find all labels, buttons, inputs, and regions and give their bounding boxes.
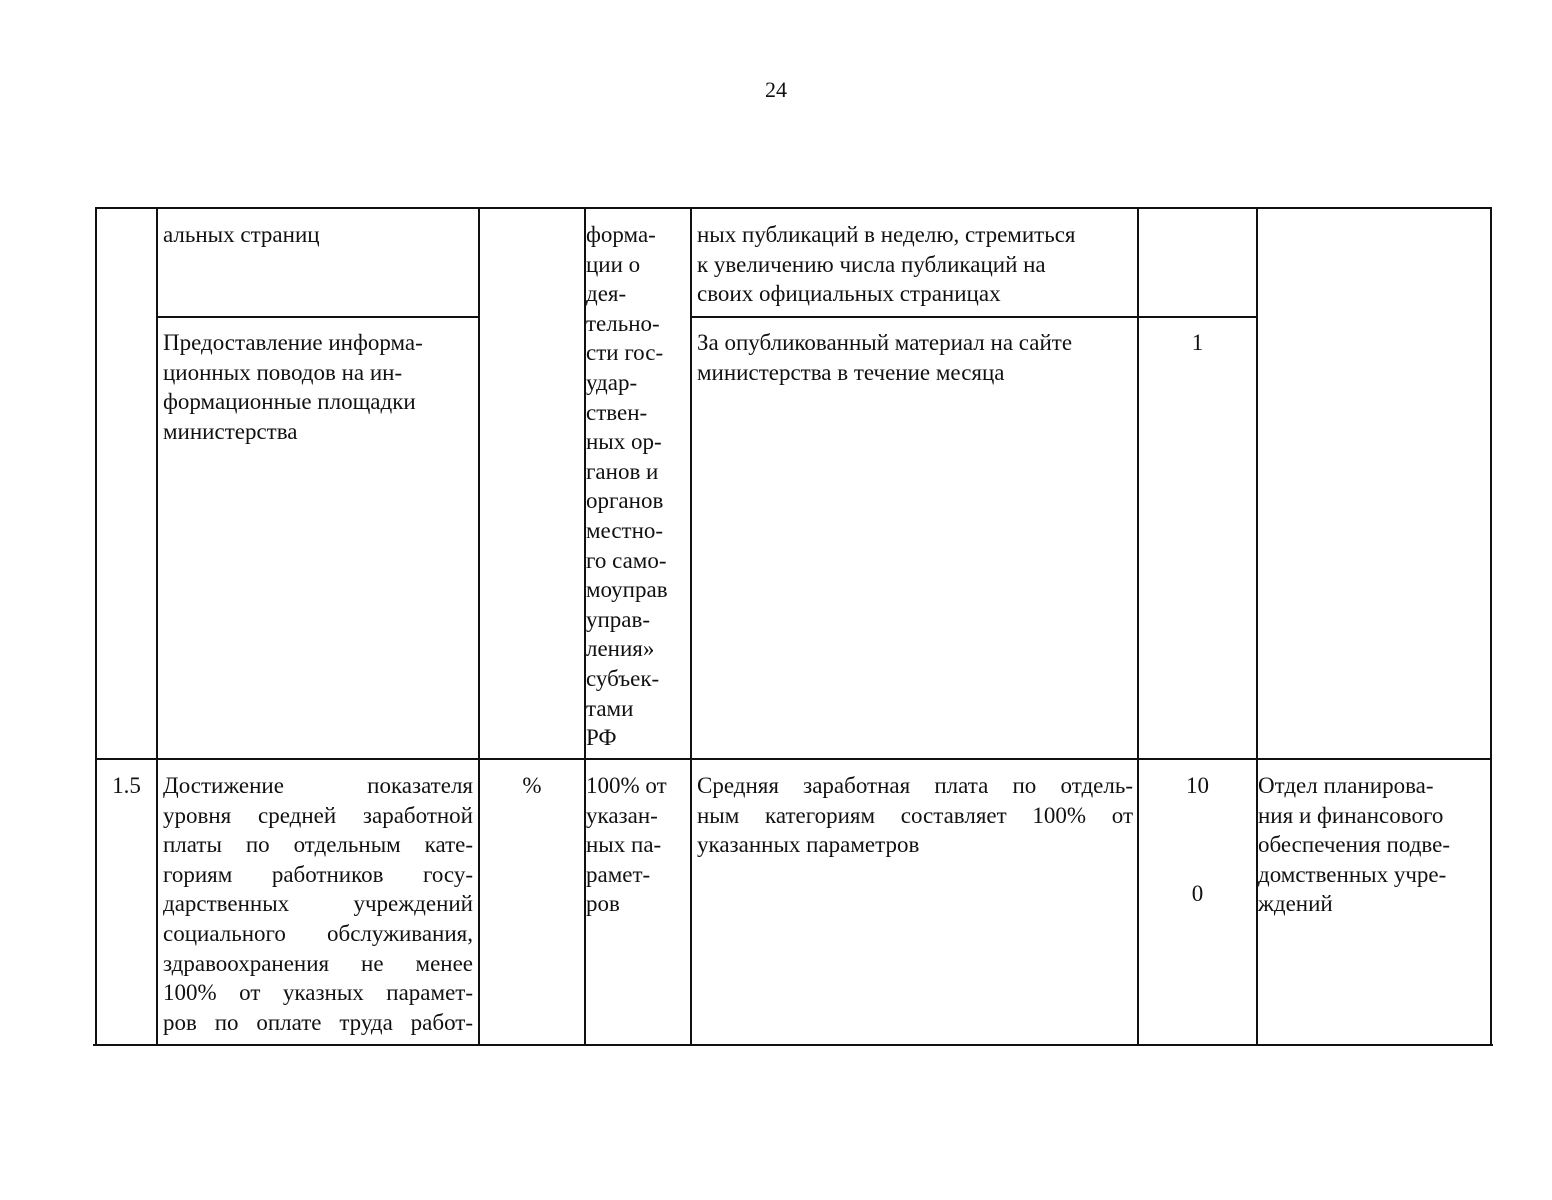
- text-line: ждений: [1258, 891, 1333, 917]
- text-line: гориям работников госу-: [163, 861, 473, 887]
- text-line: 100% от: [586, 773, 667, 798]
- row-divider: [157, 316, 479, 318]
- table-top-border: [95, 207, 1492, 209]
- text-line: Достижение показателя: [163, 773, 473, 798]
- column-border: [1490, 207, 1492, 1046]
- page-number: 24: [765, 77, 787, 102]
- text-line: дарственных учреждений: [163, 891, 473, 917]
- column-border: [478, 207, 480, 1046]
- text-line: обеспечения подве-: [1258, 832, 1450, 858]
- text-line: удар-: [586, 369, 638, 395]
- row-a-indicator: [163, 328, 473, 446]
- text-line: уровня средней заработной: [163, 802, 473, 828]
- text-line: Отдел планирова-: [1258, 773, 1434, 798]
- row-a-criteria-continued: [697, 220, 1133, 309]
- column-border: [690, 207, 692, 1046]
- text-line: альных страниц: [163, 222, 320, 247]
- text-line: к увеличению числа публикаций на: [697, 251, 1046, 277]
- text-line: ния и финансового: [1258, 802, 1444, 828]
- text-line: ствен-: [586, 399, 648, 425]
- text-line: дея-: [586, 281, 627, 307]
- row-a-criteria: [697, 328, 1133, 387]
- text-line: ным категориям составляет 100% от: [697, 802, 1133, 828]
- text-line: домственных учре-: [1258, 861, 1447, 887]
- text-line: форма-: [586, 222, 656, 247]
- row-b-responsible: [1258, 771, 1490, 919]
- row-b-indicator: [163, 771, 473, 1037]
- row-b-unit: %: [522, 773, 542, 798]
- text-line: платы по отдельным кате-: [163, 832, 473, 858]
- text-line: Предоставление информа-: [163, 330, 423, 355]
- text-line: го само-: [586, 547, 667, 573]
- text-line: формационные площадки: [163, 389, 416, 415]
- text-line: рамет-: [586, 861, 651, 887]
- row-divider: [690, 316, 1257, 318]
- column-border: [156, 207, 158, 1046]
- text-line: местно-: [586, 517, 664, 543]
- row-a-indicator-continued: [163, 220, 473, 250]
- text-line: субъек-: [586, 665, 660, 691]
- text-line: тельно-: [586, 310, 660, 336]
- text-line: тами: [586, 695, 634, 721]
- text-line: моуправ: [586, 577, 668, 603]
- text-line: ров по оплате труда работ-: [163, 1009, 473, 1035]
- column-border: [1256, 207, 1258, 1046]
- column-border: [95, 207, 97, 1046]
- row-b-target: [586, 771, 690, 919]
- text-line: РФ: [586, 725, 617, 751]
- row-b-points-top: 10: [1186, 773, 1209, 798]
- row-number: 1.5: [112, 773, 141, 798]
- text-line: ции о: [586, 251, 641, 277]
- row-divider: [95, 758, 1492, 760]
- text-line: ных ор-: [586, 429, 662, 455]
- row-a-points: 1: [1191, 330, 1204, 355]
- text-line: За опубликованный материал на сайте: [697, 330, 1073, 355]
- text-line: органов: [586, 488, 664, 514]
- row-b-criteria: [697, 771, 1133, 860]
- text-line: министерства: [163, 418, 298, 444]
- text-line: указан-: [586, 802, 658, 828]
- text-line: ления»: [586, 636, 655, 662]
- text-line: здравоохранения не менее: [163, 950, 473, 976]
- text-line: 100% от указных парамет-: [163, 980, 473, 1006]
- text-line: ров: [586, 891, 620, 917]
- row-b-points-bottom: 0: [1191, 881, 1204, 906]
- table-bottom-border: [93, 1044, 1493, 1046]
- text-line: социального обслуживания,: [163, 920, 473, 946]
- text-line: указанных параметров: [697, 832, 920, 858]
- text-line: ционных поводов на ин-: [163, 359, 403, 385]
- text-line: сти гос-: [586, 340, 664, 366]
- text-line: ганов и: [586, 458, 659, 484]
- text-line: управ-: [586, 606, 651, 632]
- text-line: министерства в течение месяца: [697, 359, 1005, 385]
- text-line: ных публикаций в неделю, стремиться: [697, 222, 1076, 247]
- row-a-target: [586, 220, 690, 753]
- text-line: своих официальных страницах: [697, 281, 1001, 307]
- text-line: Средняя заработная плата по отдель-: [697, 773, 1133, 798]
- text-line: ных па-: [586, 832, 662, 858]
